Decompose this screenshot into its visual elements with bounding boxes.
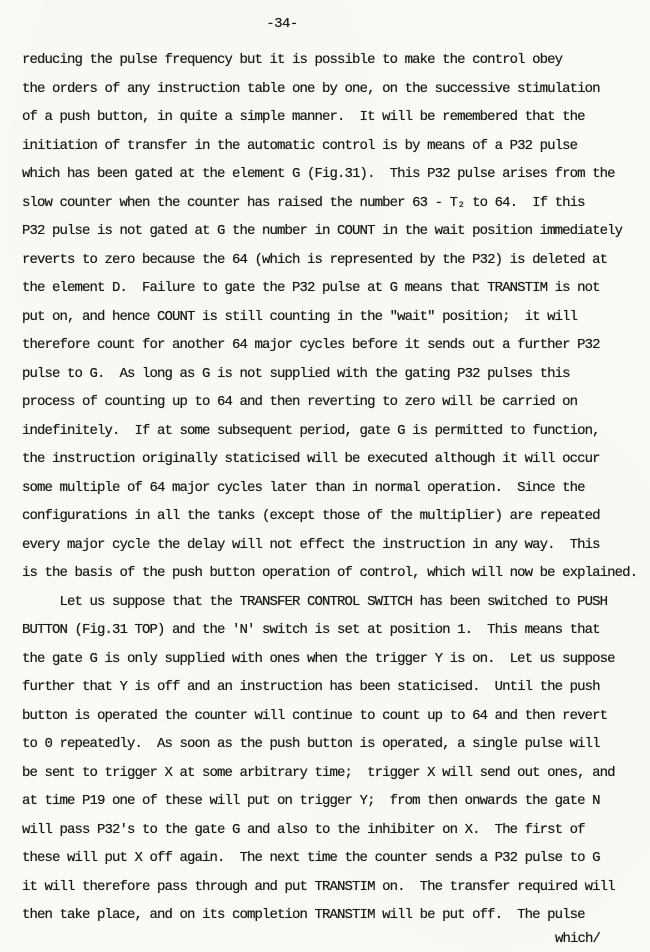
text-line: configurations in all the tanks (except those of the multiplier) are repeated xyxy=(22,508,600,524)
text-line: of a push button, in quite a simple manner. It will be remembered that the xyxy=(22,109,585,125)
text-line: initiation of transfer in the automatic control is by means of a P32 pulse xyxy=(22,137,578,154)
text-line: put on, and hence COUNT is still counting in the "wait" position; it will xyxy=(22,308,578,325)
text-line: at time P19 one of these will put on trigger Y; from then onwards the gate N xyxy=(22,793,600,809)
text-line: the gate G is only supplied with ones when the trigger Y is on. Let us suppose xyxy=(22,650,615,667)
catchword: which/ xyxy=(554,930,600,947)
text-line: is the basis of the push button operation of control, which will now be explained. xyxy=(22,565,638,581)
text-line: which has been gated at the element G (Fig.31). This P32 pulse arises from the xyxy=(22,166,615,182)
text-line: Let us suppose that the TRANSFER CONTROL SWITCH has been switched to PUSH xyxy=(22,593,608,610)
body-text xyxy=(22,46,650,930)
text-line: the instruction originally staticised will be executed although it will occur xyxy=(22,451,600,467)
text-line: process of counting up to 64 and then reverting to zero will be carried on xyxy=(22,394,578,410)
text-line: reducing the pulse frequency but it is possible to make the control obey xyxy=(22,52,563,68)
text-line: indefinitely. If at some subsequent period, gate G is permitted to function, xyxy=(22,422,600,439)
text-line: these will put X off again. The next time the counter sends a P32 pulse to G xyxy=(22,850,600,866)
text-line: reverts to zero because the 64 (which is represented by the P32) is deleted at xyxy=(22,251,608,268)
text-line: to 0 repeatedly. As soon as the push button is operated, a single pulse will xyxy=(22,736,600,752)
text-line: pulse to G. As long as G is not supplied with the gating P32 pulses this xyxy=(22,365,570,382)
text-line: button is operated the counter will continue to count up to 64 and then revert xyxy=(22,707,608,724)
text-line: some multiple of 64 major cycles later than in normal operation. Since the xyxy=(22,479,585,496)
text-line: further that Y is off and an instruction has been staticised. Until the push xyxy=(22,679,600,695)
text-line: the orders of any instruction table one by one, on the successive stimulation xyxy=(22,80,600,97)
text-line: every major cycle the delay will not effect the instruction in any way. This xyxy=(22,536,600,553)
text-line: will pass P32's to the gate G and also to the inhibiter on X. The first of xyxy=(22,821,585,838)
page-number: -34- xyxy=(266,16,298,32)
text-line: slow counter when the counter has raised the number 63 - T₂ to 64. If this xyxy=(22,194,585,211)
text-line: then take place, and on its completion TRANSTIM will be put off. The pulse xyxy=(22,907,585,923)
text-line: be sent to trigger X at some arbitrary time; trigger X will send out ones, and xyxy=(22,764,615,781)
text-line: the element D. Failure to gate the P32 pulse at G means that TRANSTIM is not xyxy=(22,280,600,296)
text-line: P32 pulse is not gated at G the number in COUNT in the wait position immediately xyxy=(22,223,623,239)
text-line: it will therefore pass through and put TRANSTIM on. The transfer required will xyxy=(22,878,615,895)
text-line: BUTTON (Fig.31 TOP) and the 'N' switch is set at position 1. This means that xyxy=(22,622,600,638)
text-line: therefore count for another 64 major cycles before it sends out a further P32 xyxy=(22,337,600,353)
